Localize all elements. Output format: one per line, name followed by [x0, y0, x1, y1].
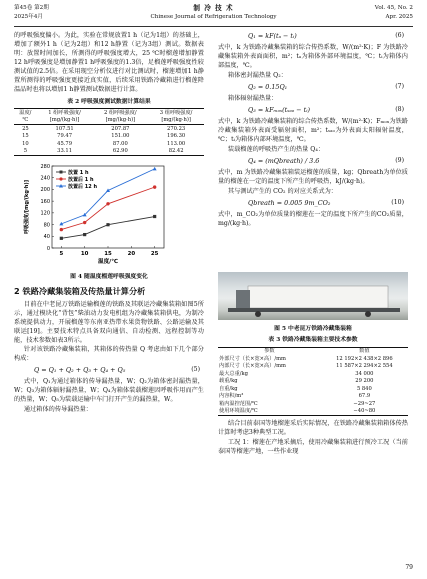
volume-en: Vol. 45, No. 2 — [374, 5, 413, 11]
table-cell: 箱内温控范围/℃ — [219, 400, 258, 407]
y-axis-label: 呼吸强度/[mg/(kg·h)] — [24, 180, 30, 235]
table-cell: 62.90 — [92, 148, 148, 156]
figure-4-caption: 图 4 随温度榴莲呼吸强度变化 — [70, 274, 148, 281]
table-cell: 数值 — [321, 347, 408, 355]
right-column — [218, 32, 408, 230]
equation-number: (8) — [395, 105, 404, 113]
x-axis-label: 温度/℃ — [97, 259, 119, 266]
table-cell: 5 — [14, 148, 37, 156]
x-tick-label: 15 — [104, 251, 112, 258]
y-tick-label: 120 — [40, 210, 50, 217]
table-cell: 82.42 — [148, 148, 204, 156]
data-point — [106, 202, 109, 205]
table-cell: 12 192×2 438×2 896 — [336, 355, 393, 362]
equation-text: Q₂ = 0.15Q₁ — [248, 82, 288, 91]
table-cell: 207.87 — [111, 125, 130, 132]
container-illustration — [218, 272, 408, 320]
table-cell: 载重/kg — [219, 378, 238, 385]
table-cell: 270.23 — [167, 125, 186, 132]
table-cell: 1 组呼吸强度/ — [37, 109, 93, 117]
page-number: 79 — [405, 564, 413, 572]
legend-marker — [60, 171, 63, 174]
paragraph: 式中，k 为铁路冷藏集装箱的综合传热系数，W/(m²·K)；Fₘₒₓ为铁路冷藏集装箱外表面受辐射面积，m²；tₛₐₒ为外表面太阳辐射温度，℃；tᵢ为箱体内部环境温度，℃。 — [218, 117, 408, 143]
table-cell: 内部尺寸（长×宽×高）/mm — [219, 363, 286, 370]
y-tick-label: 160 — [40, 199, 50, 206]
x-tick-label: 25 — [150, 251, 159, 258]
y-tick-label: 240 — [40, 175, 50, 182]
table-row — [218, 385, 408, 393]
table-cell: 196.30 — [167, 133, 186, 140]
right-lower — [218, 322, 408, 458]
equation-5 — [14, 366, 204, 376]
equation-text: Q₃ = kFₘₒₓ(tₛₐₒ − tᵢ) — [248, 105, 311, 114]
paragraph: 式中，m_CO₂为单位质量的榴莲在一定的温度下所产生的CO₂质量，mg/(kg·h)。 — [218, 210, 408, 227]
table-cell: 25 — [22, 125, 29, 132]
y-tick-label: 80 — [43, 222, 50, 229]
page-header — [14, 5, 413, 27]
equation-6 — [218, 32, 408, 42]
equation-10 — [218, 199, 408, 209]
x-tick-label: 5 — [59, 251, 64, 258]
generator-unit — [236, 290, 250, 308]
table-cell: 79.47 — [57, 133, 73, 140]
table-cell: 34 000 — [355, 370, 374, 377]
table-row — [14, 125, 204, 133]
paragraph: 的呼吸强度偏小。为此，实验在常规放置1 h（记为1组）的基础上，增加了额外1 h（记为2组）和12 h静置（记为3组）测试。数据表明：放置时间加长，所测得的呼吸强度增大，25 ℃时榴莲增加静置12 h呼吸强度是增加静置1 h呼吸强度的1.3倍，足榴莲呼吸强度性较测试值的2.5倍。在采用现空分析仪进行对比测试时，榴莲增加1 h静置所测得的呼吸强度更接近真实值，后续采用铁路冷藏箱进行榴莲降温品时也将以增加1 h静置测试数据进行计算。 — [14, 32, 204, 93]
data-point — [60, 228, 63, 231]
equation-text: Q₁ = kF(tₐ − tᵢ) — [248, 32, 297, 40]
section-heading: 2 铁路冷藏集装箱及传热量计算分析 — [14, 285, 146, 296]
paragraph: 其与测试产生的 CO₂ 的对应关系式为： — [227, 187, 337, 195]
paragraph: 箱体密封漏热量 Q₂： — [227, 71, 287, 79]
table-row — [218, 355, 408, 363]
paragraph: 目前在中老昆万铁路运输榴莲的铁路及其联运冷藏集装箱如图5所示，通过模块化“背包”柴油动力发电机组为冷藏集装箱供电，为制冷系统提供动力，开展榴莲等东南亚热带水果货物铁路、公路运输及其联运[19]。主要技术特点具备双向通信、自动检测、远程控制等功能，技术参数如表3所示。 — [14, 300, 204, 344]
table-row — [14, 140, 204, 148]
table-row — [218, 363, 408, 371]
table-cell: 2 组呼吸强度/ — [92, 109, 148, 117]
respiration-chart — [14, 160, 204, 270]
journal-title-en: Chinese Journal of Refrigeration Technology — [150, 14, 277, 20]
y-tick-label: 0 — [46, 246, 50, 253]
date-cn: 2025年4月 — [14, 14, 43, 20]
table-cell: 113.00 — [167, 140, 186, 147]
x-tick-label: 10 — [80, 251, 89, 258]
equation-text: Qbreath = 0.005 9m_CO₂ — [248, 198, 331, 207]
table-cell: [mg/(kg·h)] — [92, 117, 148, 125]
table-cell: 11 587×2 294×2 554 — [336, 363, 393, 370]
legend-label: 放置后 12 h — [68, 184, 97, 191]
figure-4 — [14, 160, 204, 270]
x-tick-label: 20 — [127, 251, 136, 258]
equation-number: (5) — [191, 366, 200, 374]
table-3-title: 表 3 铁路冷藏集装箱主要技术参数 — [268, 337, 358, 344]
equation-text: Q = Q₁ + Q₂ + Q₃ + Q₄ + Q₅ — [34, 366, 126, 375]
equation-number: (9) — [395, 156, 404, 164]
left-column — [14, 32, 204, 416]
data-point — [83, 221, 86, 224]
table-cell: 151.00 — [111, 133, 130, 140]
table-cell: 33.11 — [37, 148, 93, 156]
paragraph: 式中，k 为铁路冷藏集装箱的综合传热系数，W/(m²·K)；F 为铁路冷藏集装箱外表面面积，m²；tₐ为箱体外部环境温度，℃；tᵢ为箱体内部温度，℃。 — [218, 44, 408, 69]
table-row — [218, 393, 408, 401]
table-cell: 107.51 — [55, 125, 74, 132]
wheel — [255, 311, 261, 317]
table-cell: [mg/(kg·h)] — [37, 117, 93, 125]
table-cell: 最大总重/kg — [219, 370, 248, 377]
table-cell: −29~27 — [353, 400, 376, 407]
data-point — [153, 215, 156, 218]
data-point — [60, 237, 63, 240]
paragraph: 通过箱体的传导漏热量： — [23, 406, 92, 414]
data-point — [106, 223, 109, 226]
paragraph: 装载榴莲的呼吸热产生的热量 Q₄： — [227, 145, 325, 153]
table-cell: 5 840 — [356, 385, 372, 392]
table-cell: 45.79 — [57, 140, 73, 147]
data-point — [83, 233, 86, 236]
container-body — [248, 286, 388, 308]
table-cell: 使用环境温度/℃ — [218, 408, 321, 416]
table-row — [218, 378, 408, 386]
table-cell: 内容积/m³ — [219, 393, 244, 400]
paragraph: 结合目前泰国等地榴莲采后实际情况，在铁路冷藏集装箱箱体传热计算时考虑3种典型工况。 — [218, 420, 408, 437]
paragraph: 箱体辐射漏热量： — [227, 94, 278, 102]
table-cell: 87.00 — [112, 140, 128, 147]
table-cell: 参数 — [218, 347, 321, 355]
paragraph: 式中，m 为铁路冷藏集装箱装运榴莲的质量，kg；Qbreath为单位质量的榴莲在一定的温度下所产生的呼吸热，kJ/(kg·h)。 — [218, 168, 408, 185]
data-point — [153, 186, 156, 189]
table-cell: 15 — [22, 133, 29, 140]
y-tick-label: 40 — [43, 234, 50, 241]
table-cell: 10 — [22, 140, 29, 147]
table-2-title: 表 2 呼吸强度测试数据计算结果 — [67, 98, 151, 105]
y-tick-label: 200 — [40, 187, 50, 194]
data-point — [153, 167, 157, 171]
legend-label: 放置后 1 h — [68, 177, 94, 184]
equation-7 — [218, 83, 408, 93]
table-cell: 外部尺寸（长×宽×高）/mm — [219, 355, 286, 362]
wheel — [365, 311, 371, 317]
paragraph: 式中，Q₁为通过箱体的传导漏热量，W；Q₂为箱体密封漏热量，W；Q₃为箱体辐射漏热量，W；Q₄为箱体装载榴莲因呼吸作用而产生的热量，W；Q₅为装载运输中车门打开产生的漏热量，W。 — [14, 378, 204, 404]
equation-8 — [218, 106, 408, 116]
rail-flatcar — [228, 308, 400, 312]
container-photo — [218, 272, 408, 320]
table-cell: 温度/ — [14, 109, 37, 117]
figure-5-caption: 图 5 中老昆万铁路冷藏集装箱 — [274, 326, 352, 332]
equation-number: (6) — [395, 32, 404, 39]
legend-label: 放置 1 h — [68, 170, 89, 177]
table-cell: −40~80 — [321, 408, 408, 416]
table-cell: 3 组呼吸强度/ — [148, 109, 204, 117]
table-row — [218, 408, 408, 416]
table-cell: [mg/(kg·h)] — [148, 117, 204, 125]
paragraph: 工况 1：榴莲在产地采摘后，使用冷藏集装箱进行预冷工况（当前泰国等榴莲产地，一些作业现 — [218, 439, 408, 456]
table-row — [14, 148, 204, 156]
series-line — [61, 217, 154, 239]
legend-marker — [59, 178, 62, 181]
equation-number: (10) — [391, 198, 404, 206]
table-cell: 29 200 — [355, 378, 374, 385]
table-row — [218, 400, 408, 408]
table-3 — [218, 347, 408, 417]
y-tick-label: 280 — [40, 164, 50, 171]
equation-9 — [218, 157, 408, 167]
table-row — [218, 370, 408, 378]
table-2 — [14, 108, 204, 156]
journal-title-cn: 制 冷 技 术 — [193, 4, 234, 12]
table-cell: 自重/kg — [219, 385, 238, 392]
issue-cn: 第45卷 第2期 — [14, 5, 49, 11]
table-cell: 67.9 — [358, 393, 371, 400]
table-row — [14, 133, 204, 141]
table-cell: ℃ — [14, 117, 37, 125]
equation-number: (7) — [395, 82, 404, 90]
paragraph: 针对该铁路冷藏集装箱，其箱体的传热量 Q 考虑由如下几个部分构成： — [14, 346, 204, 363]
equation-text: Q₄ = (mQbreath) / 3.6 — [248, 156, 320, 165]
date-en: Apr. 2025 — [385, 14, 413, 20]
